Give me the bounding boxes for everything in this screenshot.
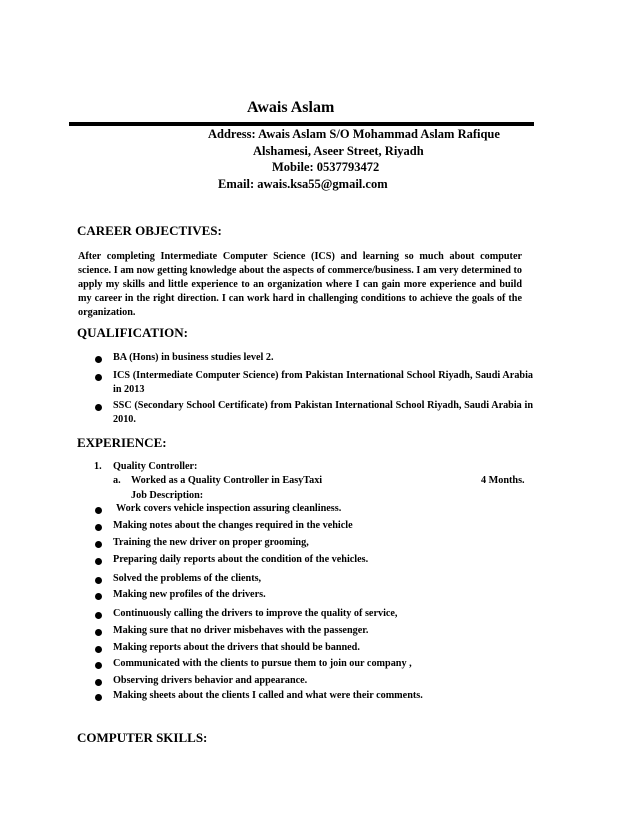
- duty-item: Making sheets about the clients I called and what were their comments.: [113, 690, 423, 701]
- mobile-number: Mobile: 0537793472: [272, 160, 380, 174]
- bullet-icon: [95, 679, 102, 686]
- experience-heading: EXPERIENCE:: [77, 435, 167, 450]
- bullet-icon: [95, 541, 102, 548]
- duty-item: Making new profiles of the drivers.: [113, 589, 266, 600]
- email-address: Email: awais.ksa55@gmail.com: [218, 177, 388, 191]
- experience-number: 1.: [94, 461, 102, 472]
- bullet-icon: [95, 646, 102, 653]
- experience-sub-text: Worked as a Quality Controller in EasyTaxi: [131, 475, 323, 486]
- duty-item: Solved the problems of the clients,: [113, 573, 262, 584]
- bullet-icon: [95, 507, 102, 514]
- header-rule: [69, 122, 534, 126]
- career-objectives-text: After completing Intermediate Computer Science (ICS) and learning so much about computer science. I am now getting knowledge about the aspects of commerce/business. I am very determined to apply my skills and little experience to an organization where I can gain more experience and build my career in the right direction. I can work hard in challenging conditions to achieve the goals of the organization.: [78, 251, 522, 318]
- bullet-icon: [95, 629, 102, 636]
- duty-item: Continuously calling the drivers to improve the quality of service,: [113, 608, 398, 619]
- job-description-label: Job Description:: [131, 490, 204, 501]
- bullet-icon: [95, 593, 102, 600]
- duty-item: Preparing daily reports about the condition of the vehicles.: [113, 554, 369, 565]
- experience-role: Quality Controller:: [113, 461, 198, 472]
- qualification-item: BA (Hons) in business studies level 2.: [113, 352, 274, 363]
- address-line-1: Address: Awais Aslam S/O Mohammad Aslam Rafique: [208, 127, 500, 141]
- qualification-item: SSC (Secondary School Certificate) from Pakistan International School Riyadh, Saudi Arabia in 2010.: [113, 400, 533, 425]
- bullet-icon: [95, 374, 102, 381]
- duty-item: Training the new driver on proper grooming,: [113, 537, 309, 548]
- bullet-icon: [95, 524, 102, 531]
- experience-duration: 4 Months.: [481, 475, 525, 486]
- experience-sub-letter: a.: [113, 475, 121, 486]
- bullet-icon: [95, 558, 102, 565]
- qualification-heading: QUALIFICATION:: [77, 325, 188, 340]
- duty-item: Making sure that no driver misbehaves with the passenger.: [113, 625, 369, 636]
- bullet-icon: [95, 662, 102, 669]
- career-objectives-heading: CAREER OBJECTIVES:: [77, 223, 222, 238]
- address-line-2: Alshamesi, Aseer Street, Riyadh: [253, 144, 424, 158]
- bullet-icon: [95, 404, 102, 411]
- bullet-icon: [95, 612, 102, 619]
- duty-item: Communicated with the clients to pursue them to join our company ,: [113, 658, 412, 669]
- bullet-icon: [95, 356, 102, 363]
- qualification-item: ICS (Intermediate Computer Science) from Pakistan International School Riyadh, Saudi Arabia in 2013: [113, 370, 533, 395]
- bullet-icon: [95, 694, 102, 701]
- duty-item: Work covers vehicle inspection assuring cleanliness.: [116, 503, 342, 514]
- duty-item: Making reports about the drivers that should be banned.: [113, 642, 360, 653]
- computer-skills-heading: COMPUTER SKILLS:: [77, 730, 208, 745]
- bullet-icon: [95, 577, 102, 584]
- duty-item: Making notes about the changes required in the vehicle: [113, 520, 353, 531]
- candidate-name: Awais Aslam: [247, 99, 335, 116]
- duty-item: Observing drivers behavior and appearance.: [113, 675, 308, 686]
